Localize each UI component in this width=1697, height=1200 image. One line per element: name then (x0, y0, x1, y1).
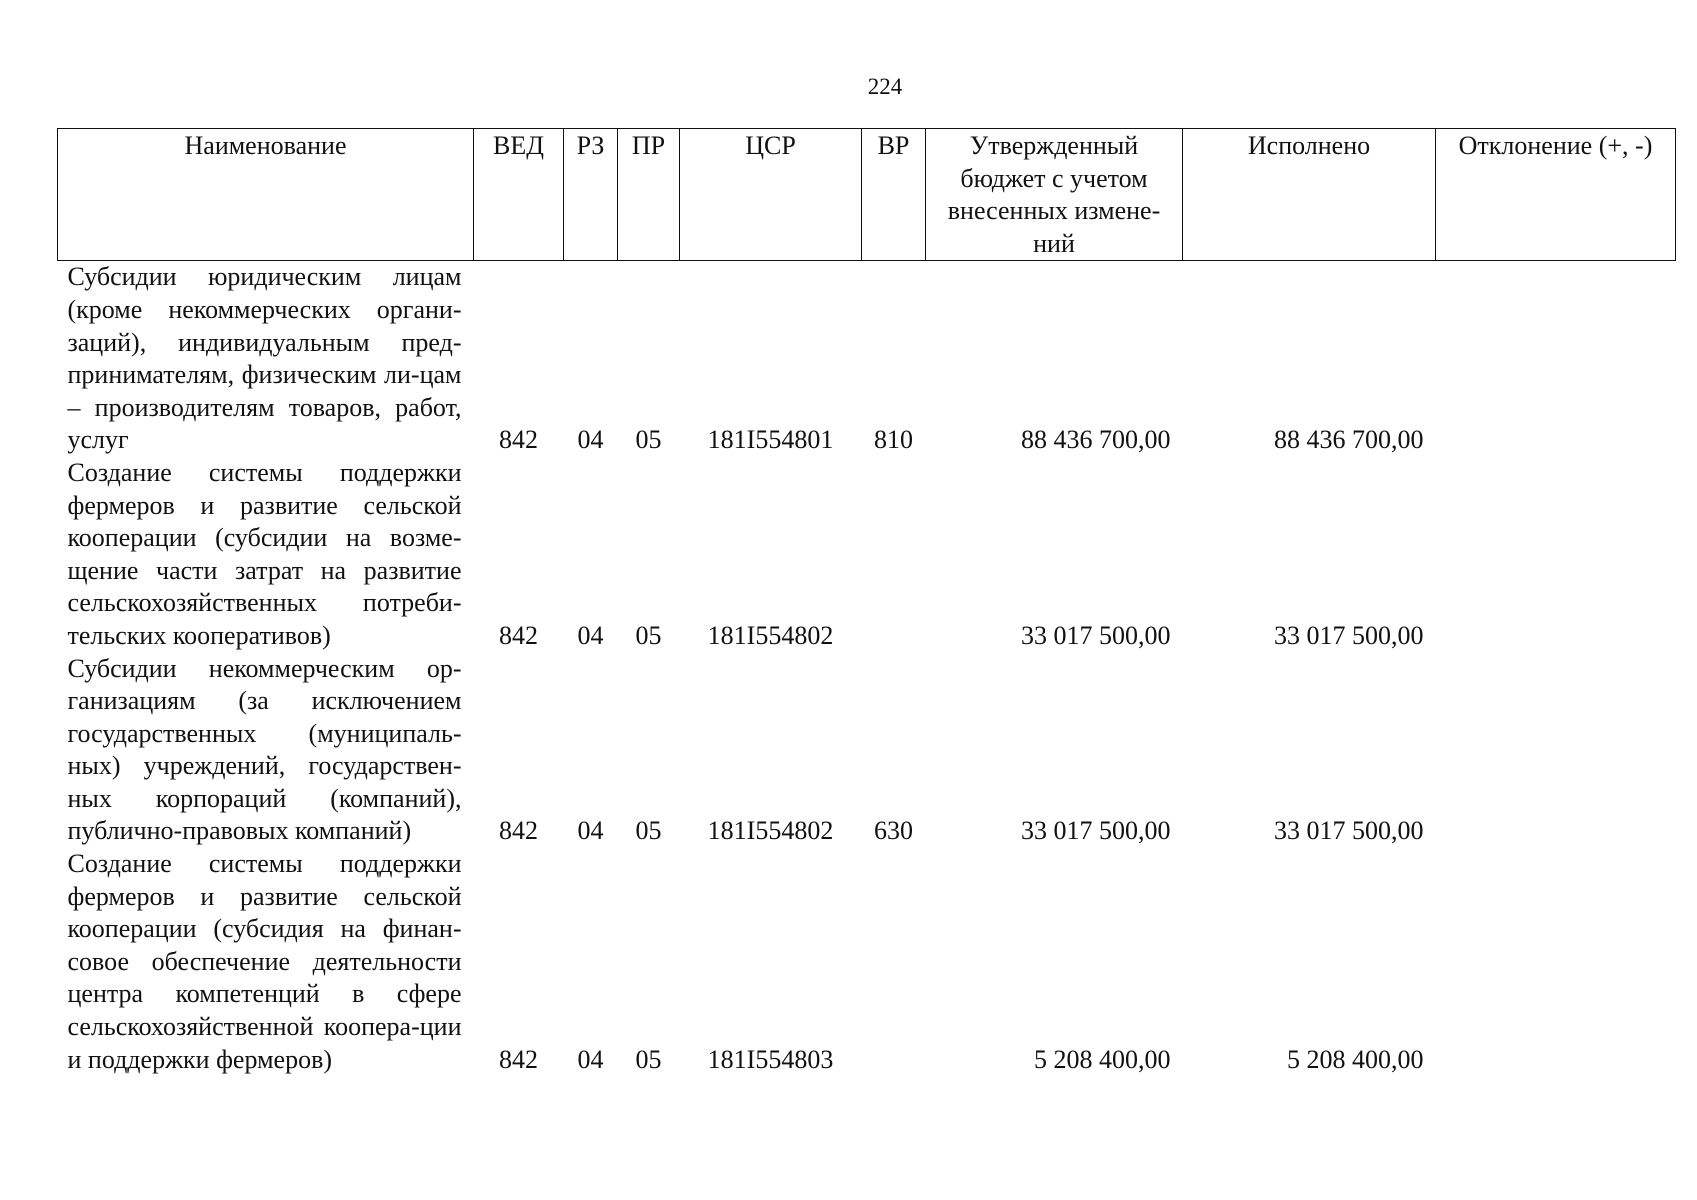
row-executed: 5 208 400,00 (1287, 1044, 1424, 1074)
row-rz: 04 (577, 1044, 604, 1074)
row-executed: 33 017 500,00 (1274, 620, 1424, 650)
header-row (58, 129, 1676, 261)
row-vr (862, 848, 926, 1076)
header-ved: ВЕД (474, 129, 564, 261)
table-header (58, 129, 1676, 261)
row-name: Субсидии юридическим лицам (кроме некоммерческих органи-заций), индивидуальным пред-принимателям, физическим ли-цам – производителям товаров, работ, услуг (67, 262, 462, 455)
row-vr: 810 (874, 425, 913, 455)
row-pr: 05 (635, 620, 662, 650)
row-pr: 05 (635, 1044, 662, 1074)
header-approved-budget: Утвержденный бюджет с учетом внесенных измене-ний (926, 129, 1183, 261)
row-csr: 181I554802 (707, 620, 834, 650)
row-name: Субсидии некоммерческим ор-ганизациям (за исключением государственных (муниципаль-ных) учреждений, государствен-ных корпораций (компаний), публично-правовых компаний) (67, 653, 462, 846)
row-name: Создание системы поддержки фермеров и развитие сельской кооперации (субсидия на финан-совое обеспечение деятельности центра компетенций в сфере сельскохозяйственной коопера-ции и поддержки фермеров) (67, 849, 462, 1074)
table-row (58, 457, 1676, 653)
row-name: Создание системы поддержки фермеров и развитие сельской кооперации (субсидии на возме-щение части затрат на развитие сельскохозяйственных потреби-тельских кооперативов) (67, 457, 462, 650)
row-approved: 88 436 700,00 (1021, 425, 1171, 455)
row-deviation (1436, 848, 1676, 1076)
header-pr: ПР (618, 129, 680, 261)
row-rz: 04 (577, 620, 604, 650)
header-name: Наименование (58, 129, 474, 261)
row-pr: 05 (635, 816, 662, 846)
row-ved: 842 (499, 425, 538, 455)
row-ved: 842 (499, 816, 538, 846)
row-csr: 181I554803 (707, 1044, 834, 1074)
row-executed: 88 436 700,00 (1274, 425, 1424, 455)
row-deviation (1436, 653, 1676, 849)
row-ved: 842 (499, 1044, 538, 1074)
header-deviation: Отклонение (+, -) (1436, 129, 1676, 261)
header-csr: ЦСР (680, 129, 862, 261)
row-deviation (1436, 261, 1676, 457)
row-pr: 05 (635, 425, 662, 455)
row-executed: 33 017 500,00 (1274, 816, 1424, 846)
row-csr: 181I554801 (707, 425, 834, 455)
header-vr: ВР (862, 129, 926, 261)
table-row (58, 261, 1676, 457)
row-deviation (1436, 457, 1676, 653)
row-approved: 33 017 500,00 (1021, 816, 1171, 846)
header-executed: Исполнено (1183, 129, 1436, 261)
page-number: 224 (867, 74, 903, 99)
row-approved: 5 208 400,00 (1034, 1044, 1171, 1074)
table-row (58, 653, 1676, 849)
row-rz: 04 (577, 816, 604, 846)
budget-execution-table (57, 128, 1676, 1076)
row-approved: 33 017 500,00 (1021, 620, 1171, 650)
table-body (58, 261, 1676, 1076)
header-rz: РЗ (564, 129, 618, 261)
row-ved: 842 (499, 620, 538, 650)
row-rz: 04 (577, 425, 604, 455)
row-vr (862, 457, 926, 653)
table-row (58, 848, 1676, 1076)
row-vr: 630 (874, 816, 913, 846)
row-csr: 181I554802 (707, 816, 834, 846)
